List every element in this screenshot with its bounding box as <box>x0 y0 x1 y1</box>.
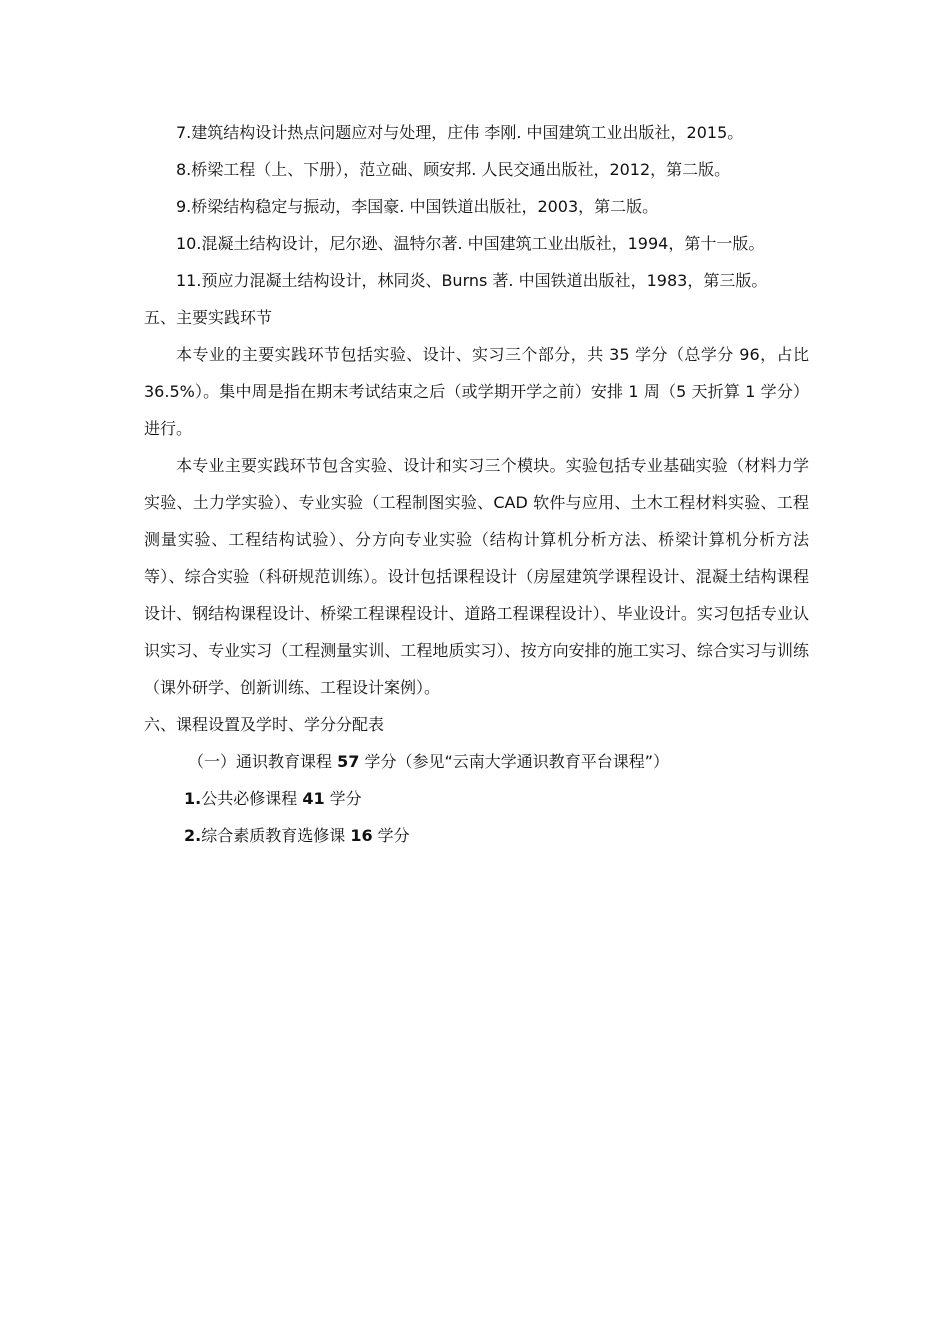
item-unit: 学分 <box>372 826 410 845</box>
subsection-prefix: （一）通识教育课程 <box>188 752 338 771</box>
document-page <box>144 114 809 854</box>
reference-item-10: 10.混凝土结构设计，尼尔逊、温特尔著. 中国建筑工业出版社，1994，第十一版。 <box>176 234 765 253</box>
item-label: 综合素质教育选修课 <box>201 826 351 845</box>
item-credits: 16 <box>350 826 373 845</box>
item-number: 1. <box>184 789 202 808</box>
item-credits: 41 <box>302 789 325 808</box>
section-heading-curriculum: 六、课程设置及学时、学分分配表 <box>144 715 385 734</box>
item-unit: 学分 <box>324 789 362 808</box>
practice-paragraph-1: 本专业的主要实践环节包括实验、设计、实习三个部分，共 35 学分（总学分 96，占比 36.5%）。集中周是指在期末考试结束之后（或学期开学之前）安排 1 周（5 天折算 1 学分）进行。 <box>144 345 809 438</box>
practice-paragraph-2: 本专业主要实践环节包含实验、设计和实习三个模块。实验包括专业基础实验（材料力学实验、土力学实验）、专业实验（工程制图实验、CAD 软件与应用、土木工程材料实验、工程测量实验、工程结构试验）、分方向专业实验（结构计算机分析方法、桥梁计算机分析方法等）、综合实验（科研规范训练）。设计包括课程设计（房屋建筑学课程设计、混凝土结构课程设计、钢结构课程设计、桥梁工程课程设计、道路工程课程设计）、毕业设计。实习包括专业认识实习、专业实习（工程测量实训、工程地质实习）、按方向安排的施工实习、综合实习与训练（课外研学、创新训练、工程设计案例）。 <box>144 456 809 697</box>
item-public-required <box>144 780 809 817</box>
reference-item-8: 8.桥梁工程（上、下册），范立础、顾安邦. 人民交通出版社，2012，第二版。 <box>176 160 731 179</box>
item-label: 公共必修课程 <box>201 789 303 808</box>
reference-item-9: 9.桥梁结构稳定与振动，李国豪. 中国铁道出版社，2003，第二版。 <box>176 197 659 216</box>
subsection-suffix: 学分（参见“云南大学通识教育平台课程”） <box>359 752 670 771</box>
section-heading-practice: 五、主要实践环节 <box>144 308 273 327</box>
item-quality-elective <box>144 817 809 854</box>
reference-item-7: 7.建筑结构设计热点问题应对与处理，庄伟 李刚. 中国建筑工业出版社，2015。 <box>176 123 744 142</box>
item-number: 2. <box>184 826 202 845</box>
reference-item-11: 11.预应力混凝土结构设计，林同炎、Burns 著. 中国铁道出版社，1983，第三版。 <box>176 271 768 290</box>
subsection-credits: 57 <box>337 752 360 771</box>
subsection-general-education <box>144 743 809 780</box>
